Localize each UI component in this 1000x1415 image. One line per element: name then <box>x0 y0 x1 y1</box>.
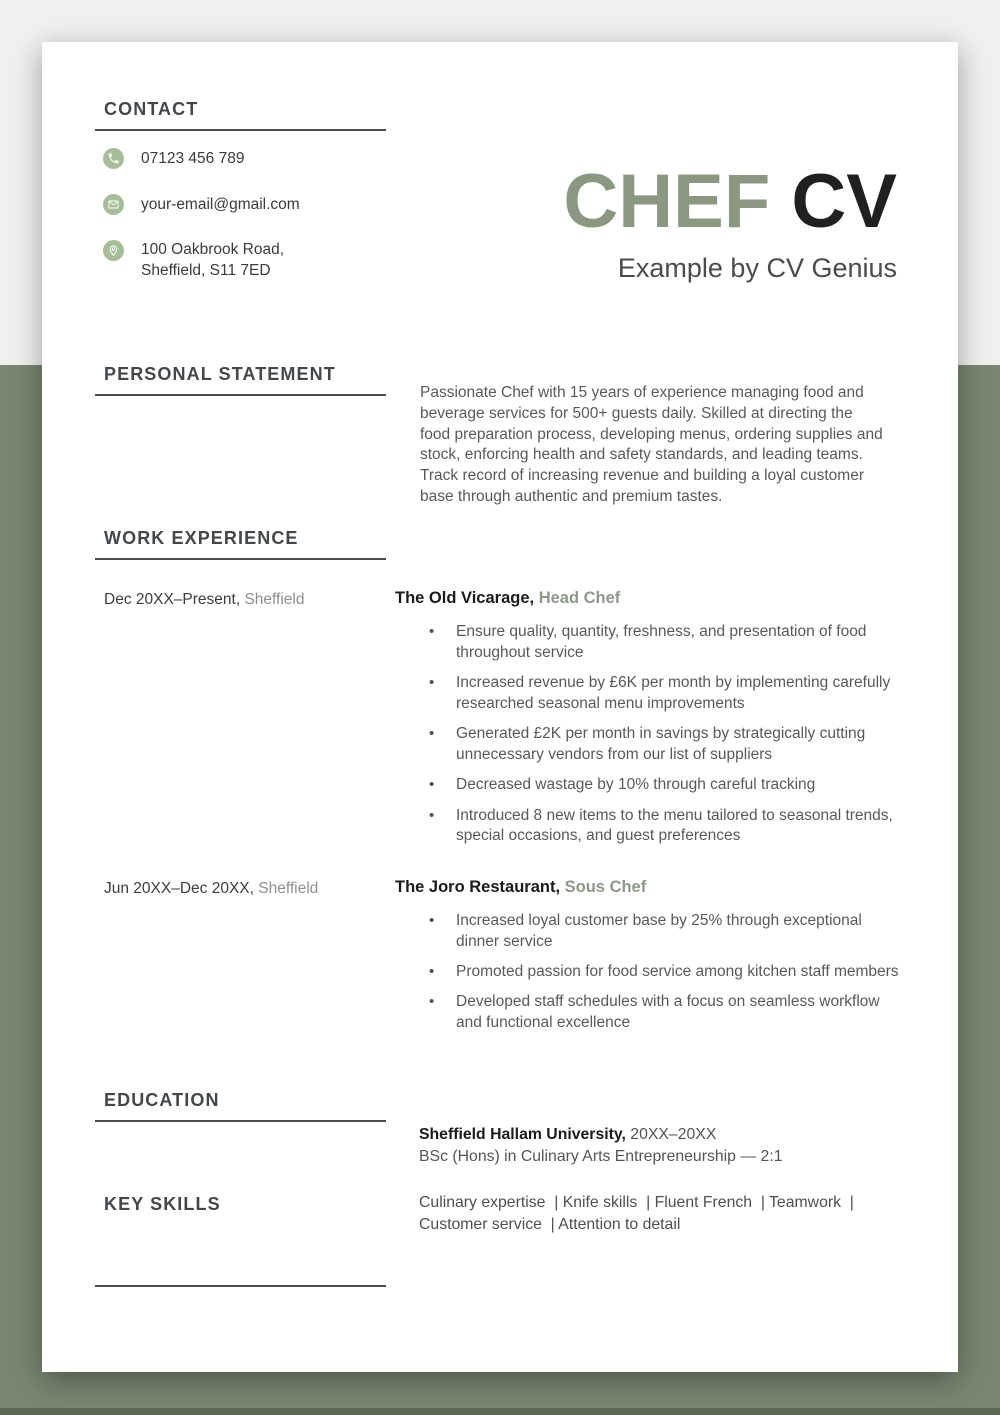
job1-date-location <box>104 589 394 610</box>
key-skills-list: Culinary expertise | Knife skills | Fluent French | Teamwork | Customer service | Attention to detail <box>419 1194 854 1233</box>
page-title <box>563 159 897 244</box>
phone-number: 07123 456 789 <box>141 149 245 167</box>
personal-statement-heading: PERSONAL STATEMENT <box>95 363 386 396</box>
contact-heading: CONTACT <box>95 98 386 131</box>
document-title-block <box>563 159 897 284</box>
email-address: your-email@gmail.com <box>141 195 300 213</box>
job1-block <box>395 588 903 857</box>
job1-company: The Old Vicarage, <box>395 589 535 607</box>
education-heading: EDUCATION <box>95 1089 386 1122</box>
job-bullet: • Decreased wastage by 10% through careful tracking <box>456 775 901 796</box>
title-cv: CV <box>791 159 897 244</box>
backdrop-bottom-edge <box>0 1408 1000 1415</box>
job2-location: Sheffield <box>258 880 319 897</box>
job1-dates: Dec 20XX–Present, <box>104 591 241 608</box>
job2-dates: Jun 20XX–Dec 20XX, <box>104 880 254 897</box>
cv-page <box>42 42 958 1372</box>
job2-block <box>395 877 903 1043</box>
personal-statement-body: Passionate Chef with 15 years of experience managing food and beverage services for 500+ guests daily. Skilled at directing the food preparation process, developing menus, ordering supplies and stock, enforcing health and safety standards, and leading teams. Track record of increasing revenue and building a loyal customer base through authentic and premium tastes. <box>420 384 883 505</box>
job1-role: Head Chef <box>538 589 621 607</box>
job2-bullet-list <box>395 911 901 1034</box>
contact-phone-row <box>103 147 403 169</box>
contact-list <box>103 147 403 281</box>
job1-location: Sheffield <box>244 591 305 608</box>
job2-role: Sous Chef <box>564 878 647 896</box>
job1-title-line <box>395 588 903 609</box>
contact-email-row <box>103 193 403 215</box>
job-bullet: • Ensure quality, quantity, freshness, and presentation of food throughout service <box>456 622 901 664</box>
job-bullet: • Increased loyal customer base by 25% through exceptional dinner service <box>456 911 901 953</box>
key-skills-divider <box>95 1285 386 1287</box>
job1-bullet-list <box>395 622 901 847</box>
job-bullet: • Promoted passion for food service among kitchen staff members <box>456 962 901 983</box>
education-degree: BSc (Hons) in Culinary Arts Entrepreneurship — 2:1 <box>419 1147 783 1165</box>
title-chef: CHEF <box>563 159 771 244</box>
page-subtitle: Example by CV Genius <box>617 253 897 283</box>
education-school: Sheffield Hallam University, <box>419 1126 626 1143</box>
job-bullet: • Developed staff schedules with a focus on seamless workflow and functional excellence <box>456 992 901 1034</box>
job2-title-line <box>395 877 903 898</box>
address-line-2: Sheffield, S11 7ED <box>141 262 271 279</box>
address-line-1: 100 Oakbrook Road, <box>141 241 285 258</box>
job-bullet: • Increased revenue by £6K per month by implementing carefully researched seasonal menu improvements <box>456 673 901 715</box>
education-line-1 <box>419 1124 899 1146</box>
contact-address-row <box>103 239 403 281</box>
job2-company: The Joro Restaurant, <box>395 878 561 896</box>
phone-icon <box>103 148 124 169</box>
education-dates: 20XX–20XX <box>630 1126 717 1143</box>
job2-date-location <box>104 878 394 899</box>
education-entry <box>419 1124 899 1167</box>
location-icon <box>103 240 124 261</box>
email-icon <box>103 194 124 215</box>
postal-address <box>141 239 284 281</box>
key-skills-heading: KEY SKILLS <box>104 1194 221 1214</box>
job-bullet: • Generated £2K per month in savings by strategically cutting unnecessary vendors from our list of suppliers <box>456 724 901 766</box>
job-bullet: • Introduced 8 new items to the menu tailored to seasonal trends, special occasions, and guest preferences <box>456 806 901 848</box>
work-experience-heading: WORK EXPERIENCE <box>95 527 386 560</box>
